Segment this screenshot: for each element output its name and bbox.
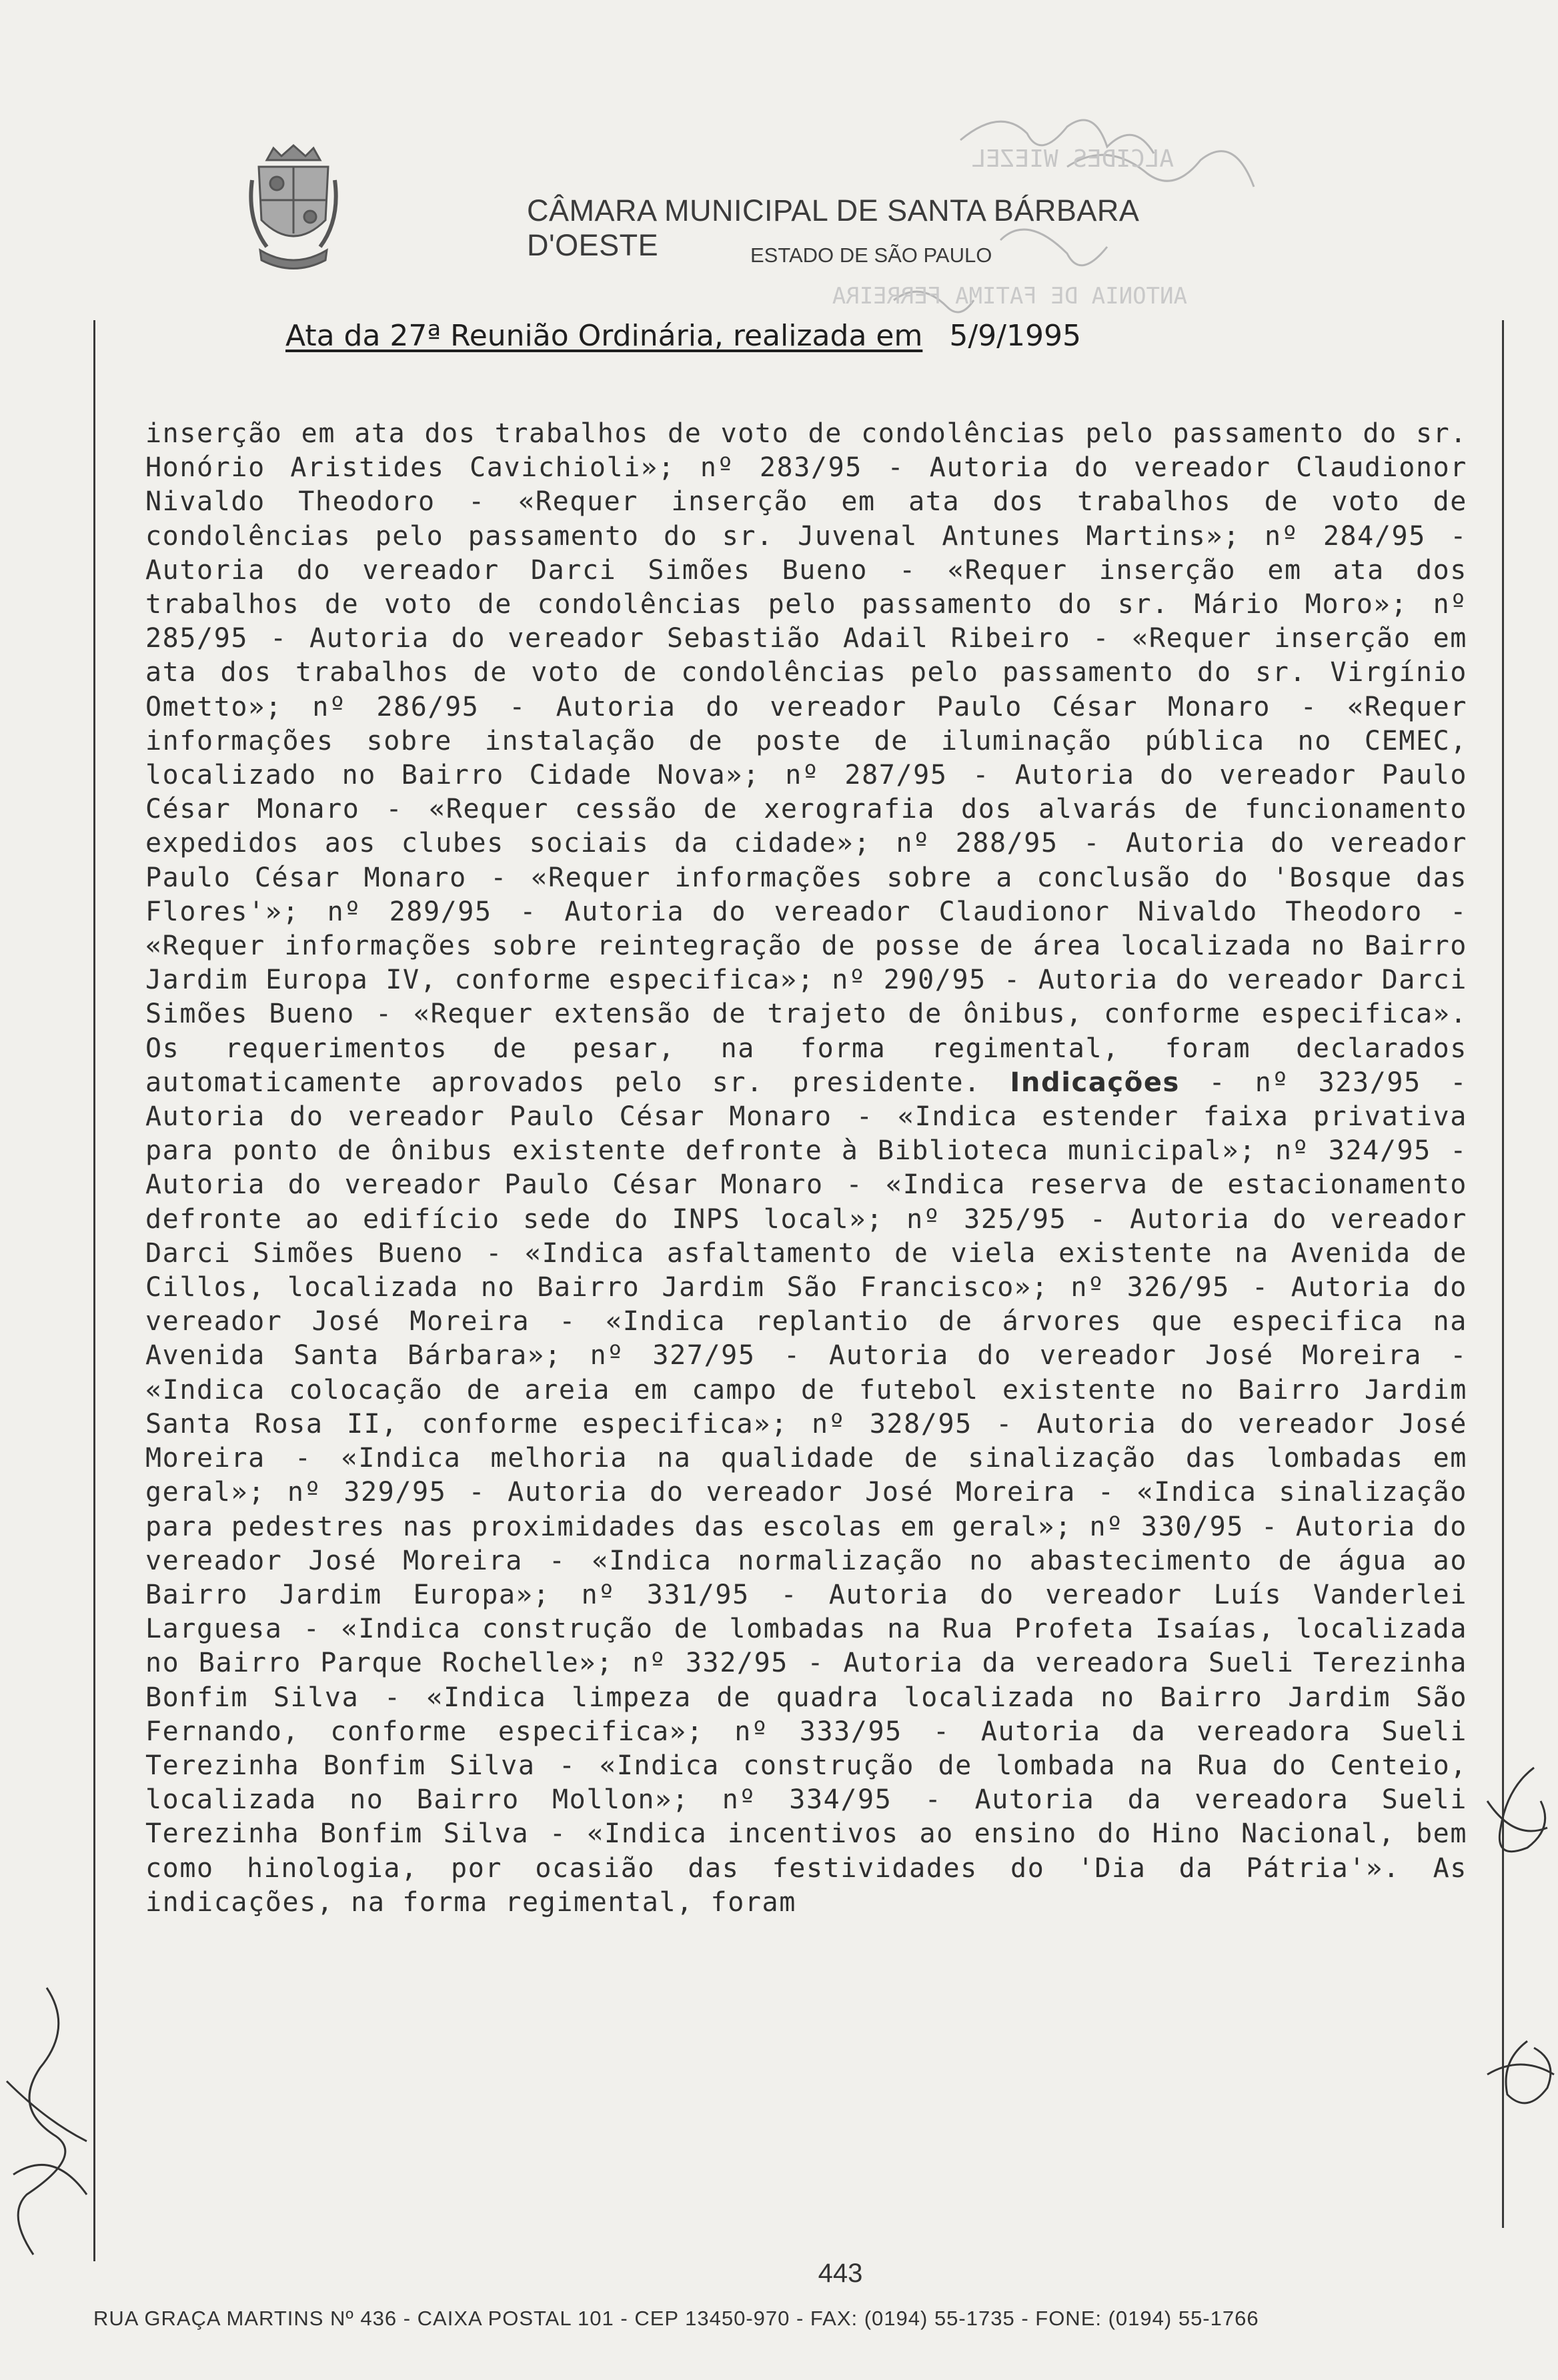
page-number: 443 xyxy=(818,2259,863,2288)
coat-of-arms-logo xyxy=(247,140,340,273)
minutes-body xyxy=(145,417,1467,1920)
title-date: 5/9/1995 xyxy=(949,319,1081,353)
bleed-through-name-2: ANTONIA DE FATIMA FERREIRA xyxy=(832,283,1187,310)
minutes-paragraph-indications: - nº 323/95 - Autoria do vereador Paulo César Monaro - «Indica estender faixa privativa para ponto de ônibus existente defronte à Biblioteca municipal»; nº 324/95 - Autoria do vereador Paulo César Monaro - «Indica reserva de estacionamento defronte ao edifício sede do INPS local»; nº 325/95 - Autoria do vereador Darci Simões Bueno - «Indica asfaltamento de viela existente na Avenida de Cillos, localizada no Bairro Jardim São Francisco»; nº 326/95 - Autoria do vereador José Moreira - «Indica replantio de árvores que especifica na Avenida Santa Bárbara»; nº 327/95 - Autoria do vereador José Moreira - «Indica colocação de areia em campo de futebol existente no Bairro Jardim Santa Rosa II, conforme especifica»; nº 328/95 - Autoria do vereador José Moreira - «Indica melhoria na qualidade de sinalização das lombadas em geral»; nº 329/95 - Autoria do vereador José Moreira - «Indica sinalização para pedestres nas proximidades das escolas em geral»; nº 330/95 - Autoria do vereador José Moreira - «Indica normalização no abastecimento de água ao Bairro Jardim Europa»; nº 331/95 - Autoria do vereador Luís Vanderlei Larguesa - «Indica construção de lombadas na Rua Profeta Isaías, localizada no Bairro Parque Rochelle»; nº 332/95 - Autoria da vereadora Sueli Terezinha Bonfim Silva - «Indica limpeza de quadra localizada no Bairro Jardim São Fernando, conforme especifica»; nº 333/95 - Autoria da vereadora Sueli Terezinha Bonfim Silva - «Indica construção de lombada na Rua do Centeio, localizada no Bairro Mollon»; nº 334/95 - Autoria da vereadora Sueli Terezinha Bonfim Silva - «Indica incentivos ao ensino do Hino Nacional, bem como hinologia, por ocasião das festividades do 'Dia da Pátria'». As indicações, na forma regimental, foram xyxy=(145,1067,1467,1918)
institution-name: CÂMARA MUNICIPAL DE SANTA BÁRBARA D'OESTE xyxy=(527,193,1138,262)
footer-address: RUA GRAÇA MARTINS Nº 436 - CAIXA POSTAL 101 - CEP 13450-970 - FAX: (0194) 55-1735 - FONE: (0194) 55-1766 xyxy=(93,2307,1259,2330)
right-margin-signature xyxy=(1427,1761,1558,2121)
bleed-through-name-1: ALCIDES WIEZEL xyxy=(971,145,1174,173)
signature-scribbles-top xyxy=(600,80,1367,427)
title-text: Ata da 27ª Reunião Ordinária, realizada em xyxy=(285,319,923,353)
left-margin-signature xyxy=(0,1974,100,2268)
minutes-paragraph-requests: inserção em ata dos trabalhos de voto de condolências pelo passamento do sr. Honório Aristides Cavichioli»; nº 283/95 - Autoria do vereador Claudionor Nivaldo Theodoro - «Requer inserção em ata dos trabalhos de voto de condolências pelo passamento do sr. Juvenal Antunes Martins»; nº 284/95 - Autoria do vereador Darci Simões Bueno - «Requer inserção em ata dos trabalhos de voto de condolências pelo passamento do sr. Mário Moro»; nº 285/95 - Autoria do vereador Sebastião Adail Ribeiro - «Requer inserção em ata dos trabalhos de voto de condolências pelo passamento do sr. Virgínio Ometto»; nº 286/95 - Autoria do vereador Paulo César Monaro - «Requer informações sobre instalação de poste de iluminação pública no CEMEC, localizado no Bairro Cidade Nova»; nº 287/95 - Autoria do vereador Paulo César Monaro - «Requer cessão de xerografia dos alvarás de funcionamento expedidos aos clubes sociais da cidade»; nº 288/95 - Autoria do vereador Paulo César Monaro - «Requer informações sobre a conclusão do 'Bosque das Flores'»; nº 289/95 - Autoria do vereador Claudionor Nivaldo Theodoro - «Requer informações sobre reintegração de posse de área localizada no Bairro Jardim Europa IV, conforme especifica»; nº 290/95 - Autoria do vereador Darci Simões Bueno - «Requer extensão de trajeto de ônibus, conforme especifica». Os requerimentos de pesar, na forma regimental, foram declarados automaticamente aprovados pelo sr. presidente. xyxy=(145,418,1467,1098)
document-title xyxy=(285,319,1353,353)
left-margin-rule xyxy=(93,320,95,2261)
institution-state: ESTADO DE SÃO PAULO xyxy=(750,243,992,267)
indicacoes-heading: Indicações xyxy=(1010,1067,1180,1098)
